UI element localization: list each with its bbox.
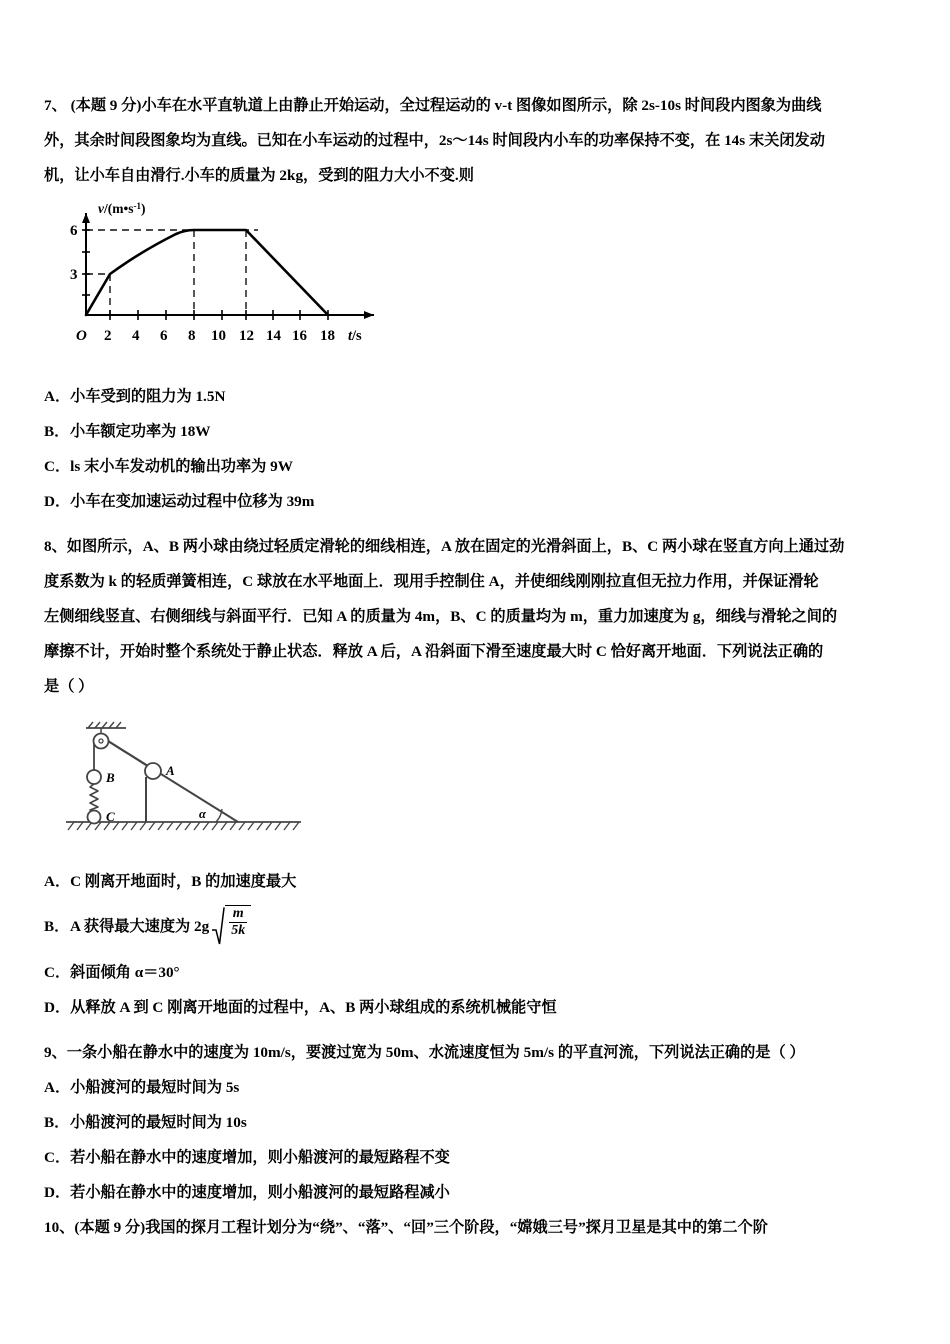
question-7-option-c-text: ls 末小车发动机的输出功率为 9W: [70, 458, 293, 475]
x-tick-label-10: 10: [211, 328, 226, 344]
question-9-option-b-label: B．: [44, 1114, 70, 1131]
question-8-option-a-text: C 刚离开地面时，B 的加速度最大: [70, 873, 297, 890]
fraction-denominator: 5k: [231, 923, 246, 939]
pulley-incline-figure: [58, 714, 308, 854]
question-7-stem-line-1: 7、 (本题 9 分)小车在水平直轨道上由静止开始运动，全过程运动的 v-t 图像如图所示，除 2s-10s 时间段内图象为曲线: [44, 97, 822, 114]
question-7-option-a-label: A．: [44, 388, 71, 405]
question-8-option-a-label: A．: [44, 873, 71, 890]
x-tick-label-18: 18: [320, 328, 335, 344]
question-9-stem: [44, 1035, 912, 1070]
question-8-option-c[interactable]: [44, 955, 912, 990]
question-8-stem-line-1: 8、如图所示，A、B 两小球由绕过轻质定滑轮的细线相连，A 放在固定的光滑斜面上，B、C 两小球在竖直方向上通过劲: [44, 538, 845, 555]
pulley-axle-icon: [99, 739, 103, 743]
question-9-option-a-text: 小船渡河的最短时间为 5s: [70, 1079, 240, 1096]
question-9-option-a[interactable]: [44, 1070, 912, 1105]
question-7-option-b-text: 小车额定功率为 18W: [70, 423, 211, 440]
question-8-option-a[interactable]: [44, 864, 912, 899]
y-tick-label-3: 3: [70, 267, 78, 283]
question-10-stem: [44, 1210, 912, 1245]
x-tick-label-4: 4: [132, 328, 140, 344]
question-7-option-d-text: 小车在变加速运动过程中位移为 39m: [70, 493, 315, 510]
x-tick-label-16: 16: [292, 328, 307, 344]
question-7-stem-line-2: 外，其余时间段图象均为直线。已知在小车运动的过程中，2s～14s 时间段内小车的功率保持不变，在 14s 末关闭发动: [44, 132, 825, 149]
page-content: [44, 88, 912, 1245]
velocity-time-graph-svg: [58, 199, 388, 361]
question-9-option-b-text: 小船渡河的最短时间为 10s: [70, 1114, 247, 1131]
question-8-stem-line-4: 摩擦不计，开始时整个系统处于静止状态．释放 A 后，A 沿斜面下滑至速度最大时 C 恰好离开地面．下列说法正确的: [44, 643, 824, 660]
y-axis-arrow-icon: [82, 213, 90, 223]
question-7-option-c[interactable]: [44, 449, 912, 484]
incline-angle-label: α: [199, 807, 206, 821]
x-tick-label-12: 12: [239, 328, 254, 344]
ground-surface: [66, 822, 301, 830]
string-right: [108, 741, 146, 765]
question-8-option-d-label: D．: [44, 999, 71, 1016]
pulley-incline-svg: [58, 714, 308, 854]
question-7-option-a[interactable]: [44, 379, 912, 414]
ball-a-label: A: [166, 763, 175, 778]
question-9-option-d-label: D．: [44, 1184, 71, 1201]
question-8-option-d-text: 从释放 A 到 C 刚离开地面的过程中，A、B 两小球组成的系统机械能守恒: [70, 999, 557, 1016]
question-7-stem: [44, 88, 912, 193]
question-8-option-b-text: A 获得最大速度为 2g: [70, 918, 210, 935]
x-tick-label-6: 6: [160, 328, 168, 344]
ball-b-label: B: [106, 770, 115, 785]
fraction-numerator: m: [232, 905, 244, 921]
x-tick-label-2: 2: [104, 328, 112, 344]
question-8-option-b-label: B．: [44, 918, 70, 935]
question-7-option-c-label: C．: [44, 458, 71, 475]
x-tick-label-8: 8: [188, 328, 196, 344]
ceiling-support-icon: [86, 722, 126, 728]
question-9-option-d[interactable]: [44, 1175, 912, 1210]
ball-c-icon: [88, 811, 101, 824]
question-8-stem: [44, 529, 912, 704]
vt-curve: [86, 230, 328, 315]
x-tick-label-14: 14: [266, 328, 281, 344]
question-8-stem-line-5: 是（ ）: [44, 678, 94, 695]
question-9-option-c-label: C．: [44, 1149, 71, 1166]
spring-icon: [90, 784, 98, 813]
question-7-option-a-text: 小车受到的阻力为 1.5N: [70, 388, 226, 405]
question-7-option-b[interactable]: [44, 414, 912, 449]
question-8-option-d[interactable]: [44, 990, 912, 1025]
question-8-stem-line-3: 左侧细线竖直、右侧细线与斜面平行．已知 A 的质量为 4m，B、C 的质量均为 m，重力加速度为 g，细线与滑轮之间的: [44, 608, 838, 625]
ball-a-icon: [145, 763, 161, 779]
question-9-option-c-text: 若小船在静水中的速度增加，则小船渡河的最短路程不变: [70, 1149, 450, 1166]
question-8-option-b[interactable]: [44, 899, 912, 955]
question-10-stem-line-1: 10、(本题 9 分)我国的探月工程计划分为“绕”、“落”、“回”三个阶段，“嫦娥三号”探月卫星是其中的第二个阶: [44, 1219, 768, 1236]
question-7-stem-line-3: 机，让小车自由滑行.小车的质量为 2kg，受到的阻力大小不变.则: [44, 167, 474, 184]
question-9-option-a-label: A．: [44, 1079, 71, 1096]
x-axis-arrow-icon: [364, 311, 374, 319]
origin-label: O: [76, 328, 87, 344]
question-7-option-d[interactable]: [44, 484, 912, 519]
y-tick-label-6: 6: [70, 223, 78, 239]
question-7-option-d-label: D．: [44, 493, 71, 510]
ball-b-icon: [87, 770, 101, 784]
x-axis-label: t/s: [348, 328, 362, 344]
fraction: [225, 905, 251, 946]
radical-sign-icon: [212, 906, 225, 946]
question-8-option-c-text: 斜面倾角 α＝30°: [70, 964, 180, 981]
question-9-option-d-text: 若小船在静水中的速度增加，则小船渡河的最短路程减小: [70, 1184, 450, 1201]
question-9-option-c[interactable]: [44, 1140, 912, 1175]
question-8-option-c-label: C．: [44, 964, 71, 981]
ball-c-label: C: [106, 809, 115, 824]
question-9-option-b[interactable]: [44, 1105, 912, 1140]
question-7-option-b-label: B．: [44, 423, 70, 440]
radical-icon: [212, 906, 251, 946]
graph-axes: [86, 213, 374, 315]
y-axis-label: $v/(m•s^{-1})$: [98, 201, 146, 216]
velocity-time-graph-figure: [58, 199, 388, 361]
question-8-stem-line-2: 度系数为 k 的轻质弹簧相连，C 球放在水平地面上．现用手控制住 A，并使细线刚刚拉直但无拉力作用，并保证滑轮: [44, 573, 819, 590]
question-9-stem-line-1: 9、一条小船在静水中的速度为 10m/s，要渡过宽为 50m、水流速度恒为 5m/s 的平直河流，下列说法正确的是（ ）: [44, 1044, 805, 1061]
question-8-option-b-formula: [209, 906, 251, 946]
